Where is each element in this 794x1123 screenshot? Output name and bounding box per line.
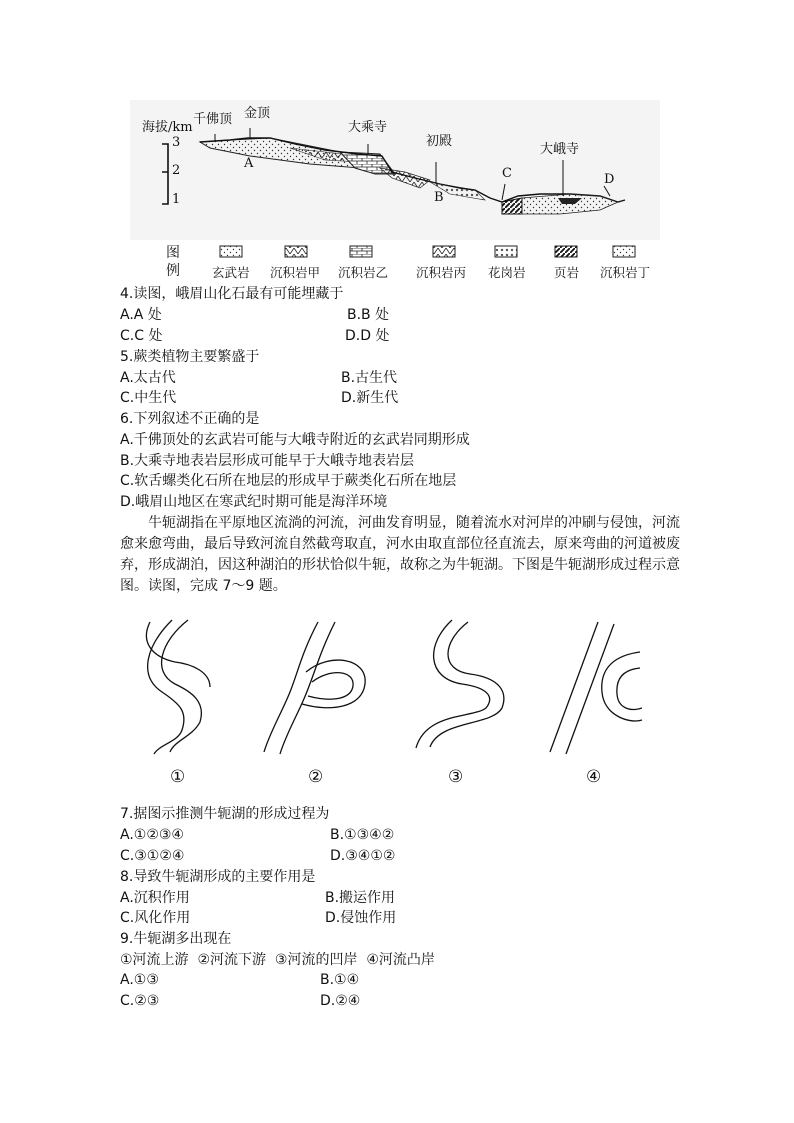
q4-option-a: A.A 处 bbox=[120, 307, 162, 323]
q7-option-d: D.③④①② bbox=[330, 848, 396, 864]
q8-option-a: A.沉积作用 bbox=[120, 890, 190, 906]
q5-stem: 5.蕨类植物主要繁盛于 bbox=[120, 349, 260, 365]
oxbow-passage: 牛轭湖指在平原地区流淌的河流，河曲发育明显，随着流水对河岸的冲刷与侵蚀，河流愈来愈弯曲，最后导致河流自然截弯取直，河水由取直部位径直流去，原来弯曲的河道被废弃，形成湖泊，因这种湖泊的形状恰似牛轭，故称之为牛轭湖。下图是牛轭湖形成过程示意图。读图，完成 7～9 题。 bbox=[120, 515, 680, 594]
q7-option-b: B.①③④② bbox=[330, 827, 395, 843]
q8-option-b: B.搬运作用 bbox=[325, 890, 396, 906]
process-label-3: ③ bbox=[448, 767, 464, 787]
point-d: D bbox=[604, 172, 615, 187]
q6-stem: 6.下列叙述不正确的是 bbox=[120, 411, 260, 427]
legend-sed-ding: 沉积岩丁 bbox=[600, 265, 651, 280]
q9-option-a: A.①③ bbox=[120, 972, 159, 988]
legend-granite: 花岗岩 bbox=[488, 265, 526, 280]
point-c: C bbox=[502, 166, 512, 181]
cross-section-figure bbox=[130, 98, 670, 283]
q7-option-c: C.③①②④ bbox=[120, 848, 185, 864]
oxbow-diagram bbox=[130, 612, 650, 757]
q4-stem: 4.读图，峨眉山化石最有可能埋藏于 bbox=[120, 286, 344, 302]
q9-option-b: B.①④ bbox=[320, 972, 360, 988]
q9-option-d: D.②④ bbox=[320, 993, 361, 1009]
legend-basalt: 玄武岩 bbox=[212, 265, 250, 280]
q5-option-d: D.新生代 bbox=[341, 390, 399, 406]
q4-option-c: C.C 处 bbox=[120, 328, 163, 344]
q8-stem: 8.导致牛轭湖形成的主要作用是 bbox=[120, 869, 316, 885]
q5-option-a: A.太古代 bbox=[120, 370, 176, 386]
q4-option-b: B.B 处 bbox=[347, 307, 390, 323]
legend-sed-yi: 沉积岩乙 bbox=[338, 265, 389, 280]
q4-option-d: D.D 处 bbox=[345, 328, 390, 344]
q9-option-c: C.②③ bbox=[120, 993, 160, 1009]
q8-option-d: D.侵蚀作用 bbox=[325, 910, 397, 926]
legend-sed-bing: 沉积岩丙 bbox=[416, 265, 467, 280]
tick-2: 2 bbox=[172, 163, 181, 178]
q7-option-a: A.①②③④ bbox=[120, 827, 184, 843]
legend-title-1: 图 bbox=[166, 245, 180, 261]
oxbow-figure bbox=[130, 612, 650, 792]
place-dachengsi: 大乘寺 bbox=[348, 120, 388, 135]
place-chudian: 初殿 bbox=[426, 134, 453, 149]
q6-option-b: B.大乘寺地表岩层形成可能早于大峨寺地表岩层 bbox=[120, 453, 415, 469]
q6-option-c: C.软舌螺类化石所在地层的形成早于蕨类化石所在地层 bbox=[120, 473, 457, 489]
place-jinding: 金顶 bbox=[244, 106, 271, 121]
tick-3: 3 bbox=[172, 135, 181, 150]
q7-stem: 7.据图示推测牛轭湖的形成过程为 bbox=[120, 806, 330, 822]
tick-1: 1 bbox=[172, 192, 181, 207]
q6-option-a: A.千佛顶处的玄武岩可能与大峨寺附近的玄武岩同期形成 bbox=[120, 432, 470, 448]
point-a: A bbox=[244, 156, 254, 171]
process-label-4: ④ bbox=[586, 767, 602, 787]
place-qianfoding: 千佛顶 bbox=[193, 112, 233, 127]
q9-stem: 9.牛轭湖多出现在 bbox=[120, 931, 232, 947]
legend-shale: 页岩 bbox=[554, 265, 580, 280]
q5-option-b: B.古生代 bbox=[341, 370, 398, 386]
process-label-2: ② bbox=[308, 767, 324, 787]
q5-option-c: C.中生代 bbox=[120, 390, 177, 406]
q8-option-c: C.风化作用 bbox=[120, 910, 191, 926]
q9-items: ①河流上游 ②河流下游 ③河流的凹岸 ④河流凸岸 bbox=[120, 952, 435, 968]
point-b: B bbox=[434, 190, 444, 205]
q6-option-d: D.峨眉山地区在寒武纪时期可能是海洋环境 bbox=[120, 494, 388, 510]
y-axis-label: 海拔/km bbox=[142, 120, 193, 135]
process-label-1: ① bbox=[170, 767, 186, 787]
legend-sed-jia: 沉积岩甲 bbox=[270, 265, 321, 280]
place-daesi: 大峨寺 bbox=[540, 142, 580, 157]
legend-title-2: 例 bbox=[166, 263, 180, 279]
